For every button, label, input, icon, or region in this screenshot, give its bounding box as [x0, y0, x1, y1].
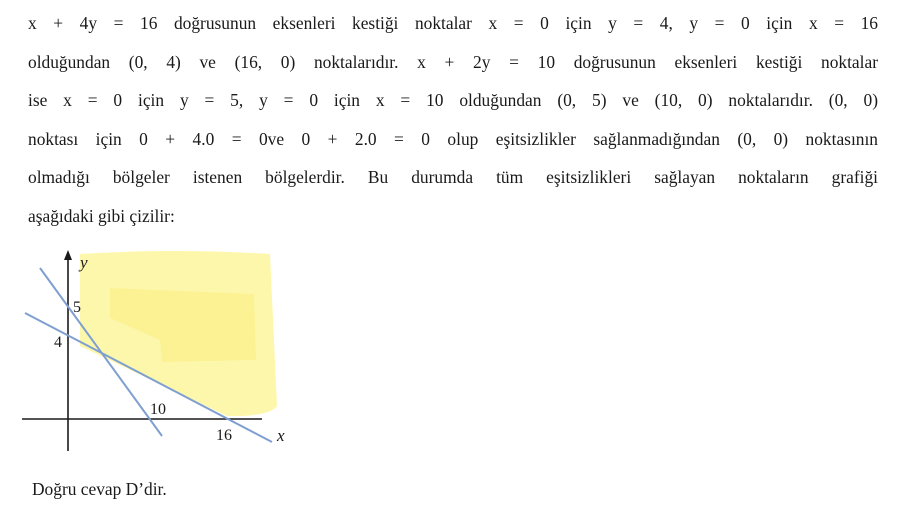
graph-svg: [22, 246, 312, 461]
inequality-graph: [22, 246, 312, 461]
y-axis-arrow-icon: [64, 250, 72, 260]
x-intercept-10-label: 10: [150, 401, 166, 418]
x-intercept-16-label: 16: [216, 427, 232, 444]
y-intercept-5-label: 5: [73, 299, 81, 316]
x-axis-label: x: [277, 426, 285, 445]
solution-line: aşağıdaki gibi çizilir:: [28, 205, 175, 226]
answer-text: Doğru cevap D’dir.: [32, 479, 167, 499]
solution-line: noktası için 0 + 4.0 = 0ve 0 + 2.0 = 0 olup eşitsizlikler sağlanmadığından (0, 0) noktasının: [28, 128, 878, 149]
solution-paragraph: [28, 4, 878, 236]
solution-line: ise x = 0 için y = 5, y = 0 için x = 10 olduğundan (0, 5) ve (10, 0) noktalarıdır. (0, 0): [28, 90, 878, 111]
y-axis-label: y: [80, 253, 88, 272]
solution-line: olmadığı bölgeler istenen bölgelerdir. Bu durumda tüm eşitsizlikleri sağlayan noktaların grafiği: [28, 167, 878, 188]
solution-line: olduğundan (0, 4) ve (16, 0) noktalarıdır. x + 2y = 10 doğrusunun eksenleri kestiği noktalar: [28, 51, 878, 72]
y-intercept-4-label: 4: [54, 334, 62, 351]
solution-line: x + 4y = 16 doğrusunun eksenleri kestiği noktalar x = 0 için y = 4, y = 0 için x = 16: [28, 13, 878, 33]
